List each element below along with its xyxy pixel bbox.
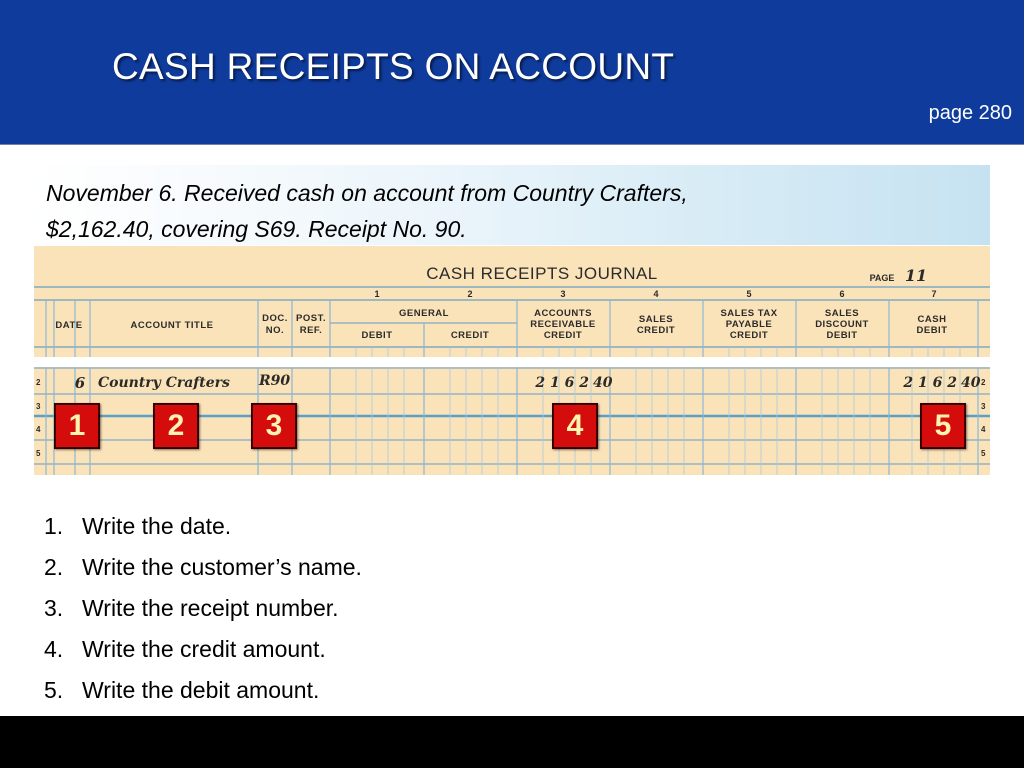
step-number: 1. <box>44 513 64 539</box>
column-number-2: 2 <box>467 289 473 299</box>
header-general-credit: CREDIT <box>450 330 490 341</box>
step-text: Write the receipt number. <box>82 595 339 621</box>
column-number-5: 5 <box>746 289 752 299</box>
entry-date: 6 <box>74 374 86 392</box>
entry-cash-debit-cents: 40 <box>961 375 981 391</box>
entry-ar-credit-cents: 40 <box>593 375 613 391</box>
step-number: 5. <box>44 677 64 703</box>
problem-statement <box>46 175 906 247</box>
header-general-debit: DEBIT <box>361 330 393 341</box>
step-item <box>44 508 362 549</box>
callout-badge-3: 3 <box>251 403 297 449</box>
step-text: Write the date. <box>82 513 232 539</box>
header-ar-line3: CREDIT <box>543 330 583 341</box>
column-number-3: 3 <box>560 289 566 299</box>
line-number-right-2: 2 <box>981 378 986 387</box>
step-item <box>44 549 362 590</box>
header-sales-discount-line1: SALES <box>824 308 860 319</box>
problem-line-2: $2,162.40, covering S69. Receipt No. 90. <box>46 216 467 242</box>
header-cash-line1: CASH <box>917 314 947 325</box>
header-post-ref-line1: POST. <box>296 313 326 324</box>
line-number-right-5: 5 <box>981 449 986 458</box>
step-text: Write the credit amount. <box>82 636 326 662</box>
problem-line-1: November 6. Received cash on account from Country Crafters, <box>46 180 688 206</box>
step-item <box>44 631 362 672</box>
step-text: Write the debit amount. <box>82 677 320 703</box>
header-doc-no-line1: DOC. <box>262 313 288 324</box>
line-number-left-5: 5 <box>36 449 41 458</box>
header-ar-line2: RECEIVABLE <box>530 319 596 330</box>
line-number-left-2: 2 <box>36 378 41 387</box>
callout-badge-4: 4 <box>552 403 598 449</box>
step-item <box>44 672 362 713</box>
entry-ar-credit-dollars: 2 1 6 2 <box>535 375 589 391</box>
step-text: Write the customer’s name. <box>82 554 362 580</box>
step-number: 2. <box>44 554 64 580</box>
journal-page-label: PAGE <box>869 273 895 283</box>
header-sales-tax-line1: SALES TAX <box>720 308 778 319</box>
steps-list <box>44 508 362 713</box>
line-number-left-3: 3 <box>36 402 41 411</box>
page-reference: page 280 <box>928 102 1012 124</box>
column-number-6: 6 <box>839 289 845 299</box>
header-sales-line1: SALES <box>638 314 674 325</box>
column-number-1: 1 <box>374 289 380 299</box>
slide-header <box>0 0 1024 145</box>
header-post-ref-line2: REF. <box>299 325 323 336</box>
column-number-7: 7 <box>931 289 937 299</box>
line-number-left-4: 4 <box>36 425 41 434</box>
callout-badge-1: 1 <box>54 403 100 449</box>
header-sales-line2: CREDIT <box>636 325 676 336</box>
header-ar-line1: ACCOUNTS <box>534 308 592 319</box>
slide-title: CASH RECEIPTS ON ACCOUNT <box>112 46 675 87</box>
header-general: GENERAL <box>399 308 449 319</box>
header-doc-no-line2: NO. <box>265 325 285 336</box>
callout-badge-5: 5 <box>920 403 966 449</box>
line-number-right-3: 3 <box>981 402 986 411</box>
step-item <box>44 590 362 631</box>
entry-account-title: Country Crafters <box>98 375 230 391</box>
callout-badge-2: 2 <box>153 403 199 449</box>
journal-title: CASH RECEIPTS JOURNAL <box>426 264 658 283</box>
header-account-title: ACCOUNT TITLE <box>130 320 214 331</box>
entry-doc-no: R90 <box>259 373 291 389</box>
entry-cash-debit-dollars: 2 1 6 2 <box>903 375 957 391</box>
step-number: 4. <box>44 636 64 662</box>
header-cash-line2: DEBIT <box>916 325 948 336</box>
step-number: 3. <box>44 595 64 621</box>
journal-gap <box>34 357 990 367</box>
header-sales-discount-line3: DEBIT <box>826 330 858 341</box>
column-number-4: 4 <box>653 289 659 299</box>
journal-page-number: 11 <box>904 266 928 285</box>
header-sales-tax-line2: PAYABLE <box>725 319 773 330</box>
line-number-right-4: 4 <box>981 425 986 434</box>
header-date: DATE <box>55 320 83 331</box>
header-sales-tax-line3: CREDIT <box>729 330 769 341</box>
footer-bar <box>0 716 1024 768</box>
header-sales-discount-line2: DISCOUNT <box>815 319 869 330</box>
